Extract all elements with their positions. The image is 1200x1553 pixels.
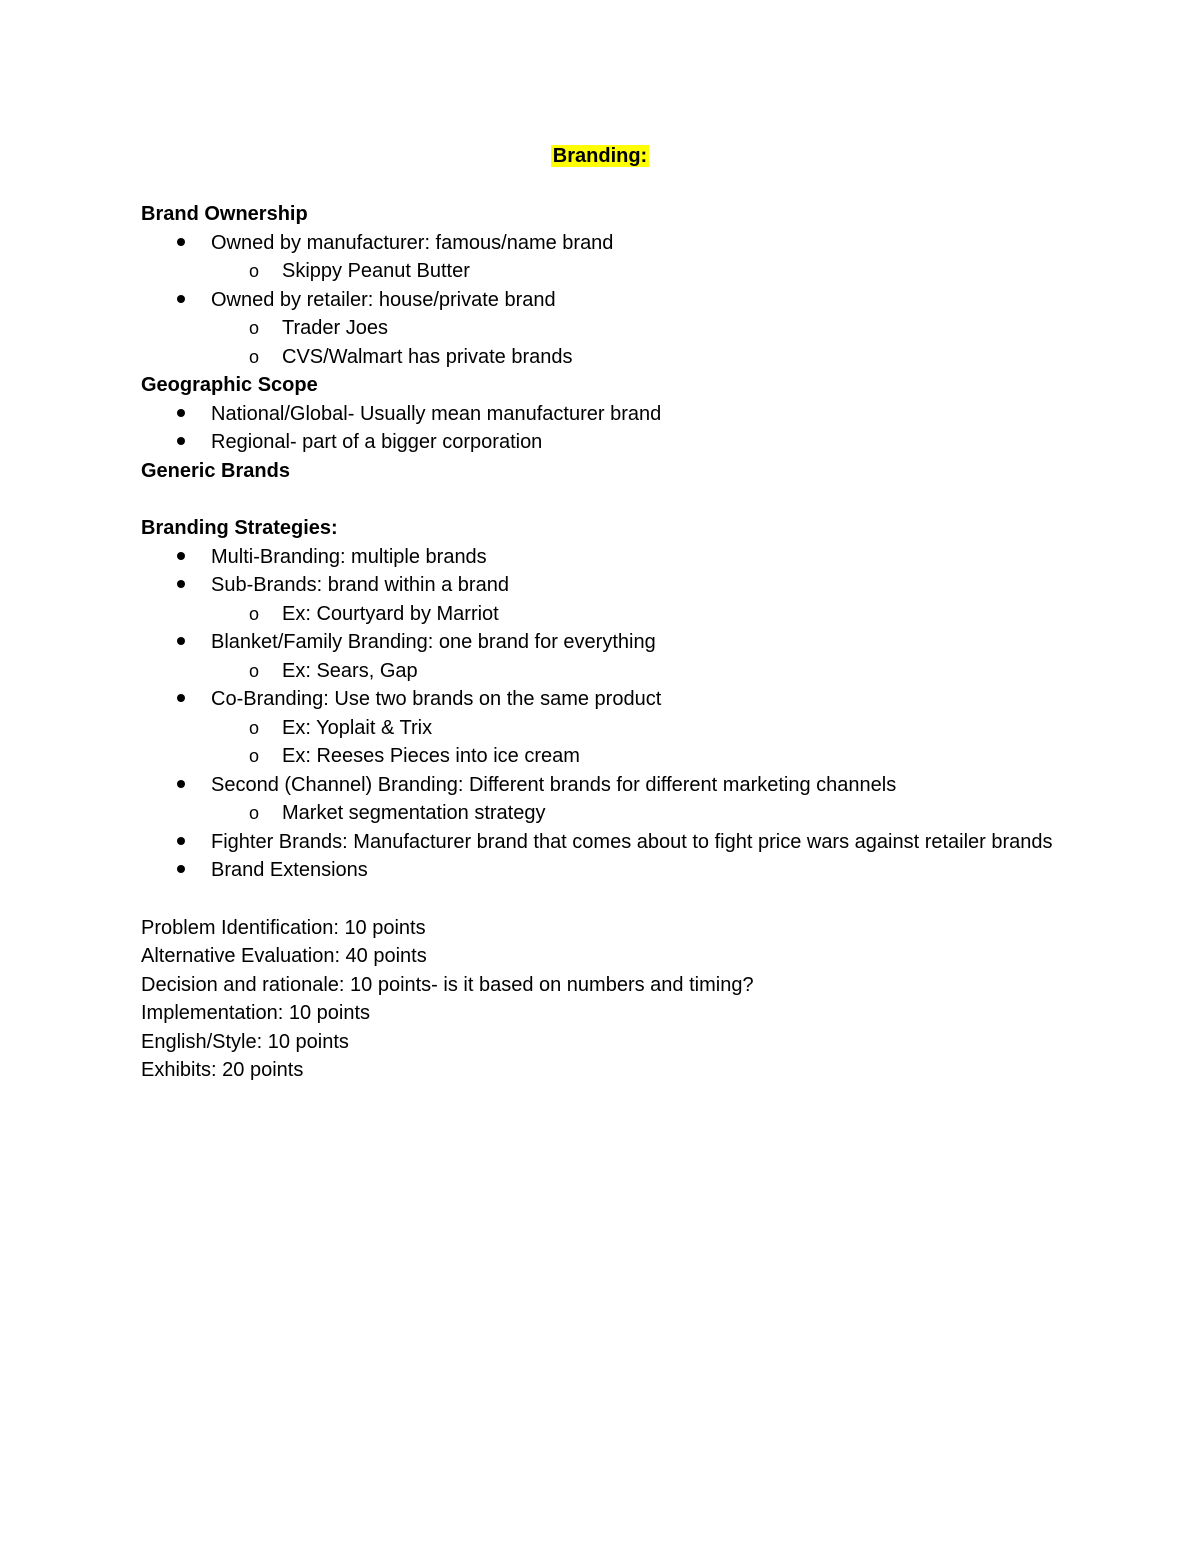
bullet-dot-icon bbox=[171, 286, 191, 315]
bullet-dot-icon bbox=[171, 828, 191, 857]
list-item bbox=[141, 771, 1101, 800]
rubric-line: Alternative Evaluation: 40 points bbox=[141, 945, 427, 967]
list-item-text: Blanket/Family Branding: one brand for everything bbox=[211, 631, 656, 653]
bullet-circle-icon: o bbox=[248, 803, 259, 823]
sub-list-item bbox=[141, 742, 1101, 771]
list-item-text: Owned by manufacturer: famous/name brand bbox=[211, 231, 614, 254]
bullet-dot-icon bbox=[171, 856, 191, 885]
sub-list-item-text: Ex: Yoplait & Trix bbox=[282, 716, 433, 739]
section-heading-geographic-scope: Geographic Scope bbox=[141, 374, 318, 396]
list-item-text: Owned by retailer: house/private brand bbox=[211, 288, 556, 311]
document-body bbox=[141, 142, 1101, 1085]
rubric-line: Exhibits: 20 points bbox=[141, 1059, 304, 1081]
bullet-circle-icon: o bbox=[248, 660, 259, 681]
list-item-text: Multi-Branding: multiple brands bbox=[211, 545, 487, 568]
bullet-circle-icon: o bbox=[248, 746, 259, 766]
sub-list-item-text: Ex: Reeses Pieces into ice cream bbox=[282, 745, 580, 767]
list-item bbox=[141, 628, 1101, 657]
sub-list-item-text: Skippy Peanut Butter bbox=[282, 260, 470, 282]
list-item bbox=[141, 400, 1101, 429]
list-item-text: National/Global- Usually mean manufacturer brand bbox=[211, 402, 662, 425]
rubric-line: English/Style: 10 points bbox=[141, 1030, 349, 1053]
bullet-circle-icon: o bbox=[248, 318, 259, 338]
sub-list-item bbox=[141, 257, 1101, 286]
bullet-dot-icon bbox=[171, 628, 191, 657]
rubric-line: Implementation: 10 points bbox=[141, 1002, 371, 1024]
section-heading-generic-brands: Generic Brands bbox=[141, 459, 290, 482]
bullet-dot-icon bbox=[171, 428, 191, 457]
bullet-circle-icon: o bbox=[248, 346, 259, 367]
bullet-dot-icon bbox=[171, 229, 191, 258]
bullet-dot-icon bbox=[171, 571, 191, 600]
list-item bbox=[141, 543, 1101, 572]
page-title: Branding: bbox=[552, 145, 648, 167]
list-item bbox=[141, 856, 1101, 885]
section-heading-branding-strategies: Branding Strategies: bbox=[141, 517, 338, 539]
list-item-text: Co-Branding: Use two brands on the same product bbox=[211, 688, 662, 710]
list-item-text: Second (Channel) Branding: Different brands for different marketing channels bbox=[211, 773, 897, 796]
list-item bbox=[141, 828, 1061, 857]
sub-list-item bbox=[141, 714, 1101, 743]
list-item bbox=[141, 571, 1101, 600]
bullet-dot-icon bbox=[171, 543, 191, 572]
title-row bbox=[0, 142, 1200, 172]
sub-list-item bbox=[141, 314, 1101, 343]
bullet-circle-icon: o bbox=[248, 603, 259, 624]
sub-list-item bbox=[141, 343, 1101, 372]
list-item-text: Fighter Brands: Manufacturer brand that comes about to fight price wars against retailer brands bbox=[211, 830, 1053, 853]
sub-list-item-text: CVS/Walmart has private brands bbox=[282, 345, 573, 368]
list-item-text: Regional- part of a bigger corporation bbox=[211, 431, 543, 453]
bullet-dot-icon bbox=[171, 771, 191, 800]
list-item bbox=[141, 685, 1101, 714]
sub-list-item-text: Market segmentation strategy bbox=[282, 802, 546, 824]
bullet-dot-icon bbox=[171, 685, 191, 714]
rubric-line: Problem Identification: 10 points bbox=[141, 916, 426, 939]
list-item bbox=[141, 428, 1101, 457]
sub-list-item bbox=[141, 600, 1101, 629]
sub-list-item bbox=[141, 657, 1101, 686]
list-item-text: Sub-Brands: brand within a brand bbox=[211, 574, 509, 596]
sub-list-item bbox=[141, 799, 1101, 828]
list-item-text: Brand Extensions bbox=[211, 859, 368, 881]
sub-list-item-text: Trader Joes bbox=[282, 317, 388, 339]
list-item bbox=[141, 286, 1101, 315]
bullet-circle-icon: o bbox=[248, 261, 259, 281]
section-heading-brand-ownership: Brand Ownership bbox=[141, 203, 308, 225]
sub-list-item-text: Ex: Courtyard by Marriot bbox=[282, 602, 499, 625]
bullet-circle-icon: o bbox=[248, 717, 259, 738]
rubric-line: Decision and rationale: 10 points- is it based on numbers and timing? bbox=[141, 973, 754, 996]
bullet-dot-icon bbox=[171, 400, 191, 429]
sub-list-item-text: Ex: Sears, Gap bbox=[282, 659, 418, 682]
list-item bbox=[141, 229, 1101, 258]
